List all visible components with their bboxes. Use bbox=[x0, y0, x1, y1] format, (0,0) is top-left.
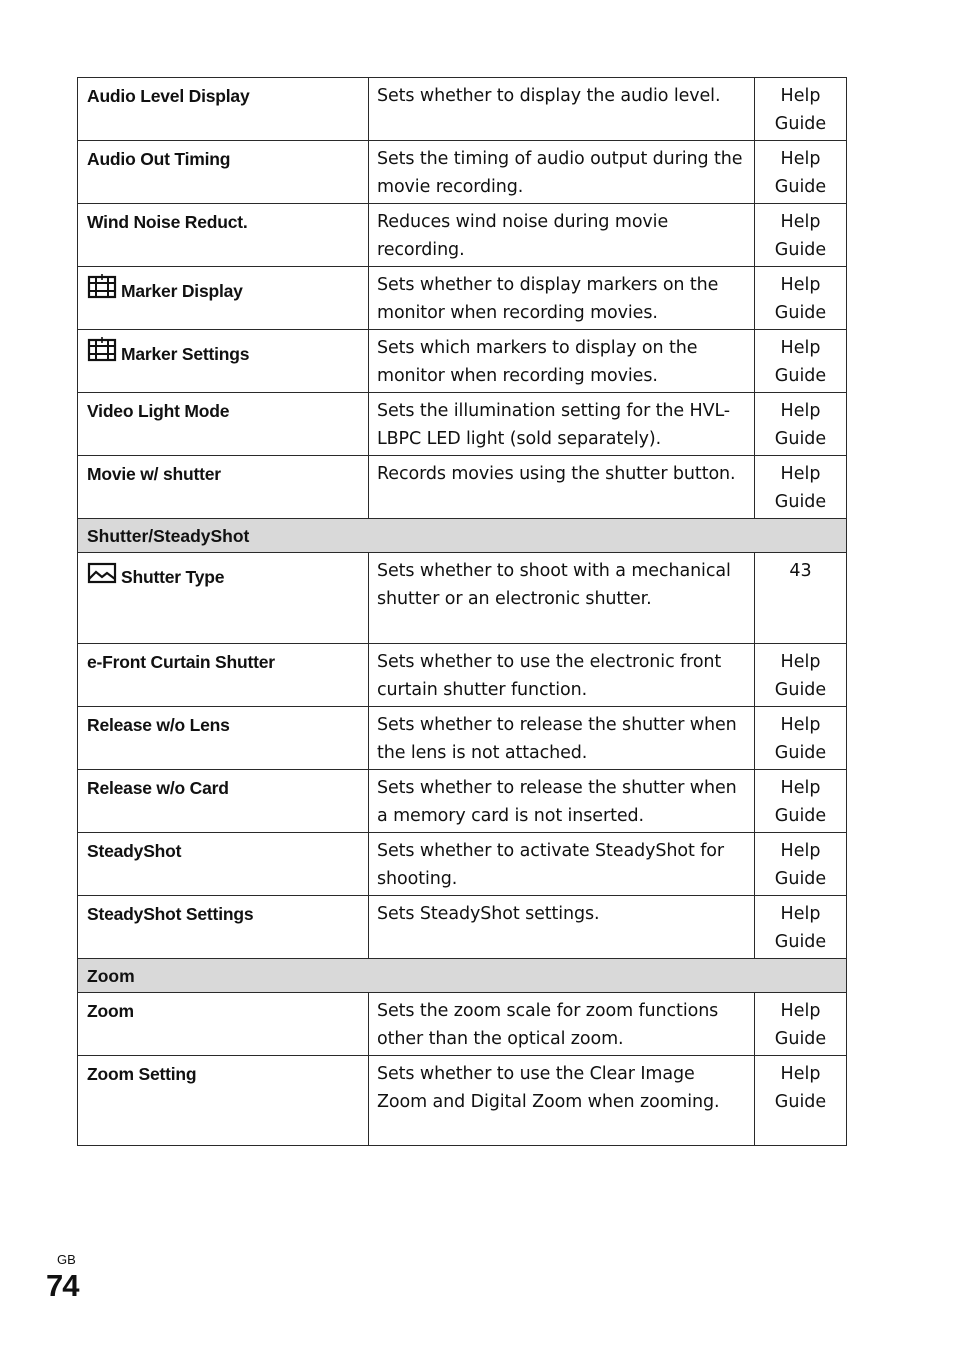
movie-icon bbox=[87, 337, 118, 363]
menu-item-description: Sets which markers to display on the monitor when recording movies. bbox=[377, 338, 698, 386]
reference-cell bbox=[755, 267, 847, 330]
page-reference: Help Guide bbox=[774, 1064, 827, 1112]
page-reference: Help Guide bbox=[774, 778, 827, 826]
table-row bbox=[78, 993, 847, 1056]
menu-item-description: Sets whether to release the shutter when a memory card is not inserted. bbox=[377, 778, 737, 826]
menu-item-description: Records movies using the shutter button. bbox=[377, 464, 736, 484]
section-header-cell bbox=[78, 519, 847, 553]
menu-item-name bbox=[78, 141, 368, 174]
description-cell bbox=[369, 1056, 755, 1146]
table-row bbox=[78, 770, 847, 833]
menu-item-name bbox=[78, 896, 368, 929]
still-image-icon bbox=[87, 560, 118, 586]
menu-item-cell bbox=[78, 330, 369, 393]
menu-item-name bbox=[78, 267, 368, 306]
menu-item-label: Zoom bbox=[87, 1001, 134, 1021]
menu-item-description: Sets whether to activate SteadyShot for shooting. bbox=[377, 841, 724, 889]
menu-item-description: Sets whether to display markers on the monitor when recording movies. bbox=[377, 275, 719, 323]
menu-item-cell bbox=[78, 553, 369, 644]
page-reference: Help Guide bbox=[774, 401, 827, 449]
description-cell bbox=[369, 770, 755, 833]
menu-item-name bbox=[78, 456, 368, 489]
description-cell bbox=[369, 330, 755, 393]
menu-item-label: Marker Settings bbox=[121, 344, 250, 364]
reference-cell bbox=[755, 141, 847, 204]
table-row bbox=[78, 456, 847, 519]
page-number: 74 bbox=[46, 1268, 79, 1303]
menu-item-description: Sets the illumination setting for the HVL-LBPC LED light (sold separately). bbox=[377, 401, 731, 449]
menu-table-body bbox=[78, 78, 847, 1146]
menu-item-label: SteadyShot bbox=[87, 841, 182, 861]
reference-cell bbox=[755, 204, 847, 267]
reference-cell bbox=[755, 393, 847, 456]
description-cell bbox=[369, 553, 755, 644]
menu-item-description: Sets the timing of audio output during the movie recording. bbox=[377, 149, 743, 197]
reference-cell bbox=[755, 330, 847, 393]
table-row bbox=[78, 141, 847, 204]
table-row bbox=[78, 330, 847, 393]
menu-table bbox=[77, 77, 847, 1146]
table-row bbox=[78, 1056, 847, 1146]
table-row bbox=[78, 833, 847, 896]
description-cell bbox=[369, 833, 755, 896]
menu-item-label: e-Front Curtain Shutter bbox=[87, 652, 275, 672]
reference-cell bbox=[755, 644, 847, 707]
menu-item-name bbox=[78, 204, 368, 237]
description-cell bbox=[369, 204, 755, 267]
menu-item-label: SteadyShot Settings bbox=[87, 904, 254, 924]
reference-cell bbox=[755, 770, 847, 833]
description-cell bbox=[369, 707, 755, 770]
description-cell bbox=[369, 141, 755, 204]
table-row bbox=[78, 393, 847, 456]
menu-item-label: Release w/o Card bbox=[87, 778, 229, 798]
menu-item-name bbox=[78, 707, 368, 740]
reference-cell bbox=[755, 1056, 847, 1146]
menu-item-cell bbox=[78, 833, 369, 896]
table-row bbox=[78, 204, 847, 267]
page-reference: Help Guide bbox=[774, 149, 827, 197]
page-reference: Help Guide bbox=[774, 86, 827, 134]
menu-item-name bbox=[78, 78, 368, 111]
menu-item-description: Sets whether to release the shutter when the lens is not attached. bbox=[377, 715, 737, 763]
page-reference: 43 bbox=[789, 561, 812, 581]
reference-cell bbox=[755, 896, 847, 959]
menu-item-cell bbox=[78, 267, 369, 330]
menu-item-description: Reduces wind noise during movie recording. bbox=[377, 212, 669, 260]
menu-item-cell bbox=[78, 456, 369, 519]
reference-cell bbox=[755, 707, 847, 770]
menu-item-description: Sets whether to display the audio level. bbox=[377, 86, 721, 106]
menu-item-description: Sets whether to use the electronic front curtain shutter function. bbox=[377, 652, 722, 700]
menu-item-cell bbox=[78, 141, 369, 204]
menu-item-name bbox=[78, 833, 368, 866]
page-reference: Help Guide bbox=[774, 904, 827, 952]
page-reference: Help Guide bbox=[774, 275, 827, 323]
menu-item-label: Release w/o Lens bbox=[87, 715, 230, 735]
menu-item-cell bbox=[78, 770, 369, 833]
reference-cell bbox=[755, 993, 847, 1056]
section-title: Zoom bbox=[87, 966, 135, 986]
menu-item-name bbox=[78, 1056, 368, 1089]
menu-item-cell bbox=[78, 707, 369, 770]
reference-cell bbox=[755, 833, 847, 896]
description-cell bbox=[369, 393, 755, 456]
page-reference: Help Guide bbox=[774, 652, 827, 700]
menu-item-cell bbox=[78, 393, 369, 456]
description-cell bbox=[369, 644, 755, 707]
menu-item-label: Audio Level Display bbox=[87, 86, 250, 106]
menu-item-cell bbox=[78, 1056, 369, 1146]
page-reference: Help Guide bbox=[774, 212, 827, 260]
menu-item-label: Zoom Setting bbox=[87, 1064, 197, 1084]
section-title: Shutter/SteadyShot bbox=[87, 526, 250, 546]
menu-item-description: Sets the zoom scale for zoom functions other than the optical zoom. bbox=[377, 1001, 719, 1049]
description-cell bbox=[369, 993, 755, 1056]
table-row bbox=[78, 707, 847, 770]
table-row bbox=[78, 644, 847, 707]
menu-item-cell bbox=[78, 78, 369, 141]
page-reference: Help Guide bbox=[774, 715, 827, 763]
menu-item-label: Wind Noise Reduct. bbox=[87, 212, 248, 232]
movie-icon bbox=[87, 274, 118, 300]
menu-item-name bbox=[78, 553, 368, 592]
section-header-row bbox=[78, 959, 847, 993]
menu-item-label: Movie w/ shutter bbox=[87, 464, 221, 484]
description-cell bbox=[369, 896, 755, 959]
reference-cell bbox=[755, 553, 847, 644]
table-row bbox=[78, 553, 847, 644]
menu-item-cell bbox=[78, 993, 369, 1056]
reference-cell bbox=[755, 456, 847, 519]
page-reference: Help Guide bbox=[774, 1001, 827, 1049]
page-reference: Help Guide bbox=[774, 464, 827, 512]
page-reference: Help Guide bbox=[774, 338, 827, 386]
menu-item-label: Shutter Type bbox=[121, 567, 225, 587]
menu-item-cell bbox=[78, 204, 369, 267]
menu-item-label: Audio Out Timing bbox=[87, 149, 231, 169]
menu-item-description: Sets whether to use the Clear Image Zoom and Digital Zoom when zooming. bbox=[377, 1064, 720, 1112]
description-cell bbox=[369, 456, 755, 519]
menu-item-name bbox=[78, 330, 368, 369]
menu-item-name bbox=[78, 644, 368, 677]
menu-item-cell bbox=[78, 644, 369, 707]
menu-item-label: Video Light Mode bbox=[87, 401, 230, 421]
table-row bbox=[78, 78, 847, 141]
menu-item-label: Marker Display bbox=[121, 281, 243, 301]
menu-item-description: Sets SteadyShot settings. bbox=[377, 904, 600, 924]
menu-item-name bbox=[78, 393, 368, 426]
menu-item-description: Sets whether to shoot with a mechanical shutter or an electronic shutter. bbox=[377, 561, 731, 609]
section-header-row bbox=[78, 519, 847, 553]
menu-item-name bbox=[78, 770, 368, 803]
menu-item-cell bbox=[78, 896, 369, 959]
section-header-cell bbox=[78, 959, 847, 993]
region-code: GB bbox=[57, 1252, 76, 1267]
description-cell bbox=[369, 78, 755, 141]
page-reference: Help Guide bbox=[774, 841, 827, 889]
menu-item-name bbox=[78, 993, 368, 1026]
description-cell bbox=[369, 267, 755, 330]
table-row bbox=[78, 896, 847, 959]
reference-cell bbox=[755, 78, 847, 141]
table-row bbox=[78, 267, 847, 330]
